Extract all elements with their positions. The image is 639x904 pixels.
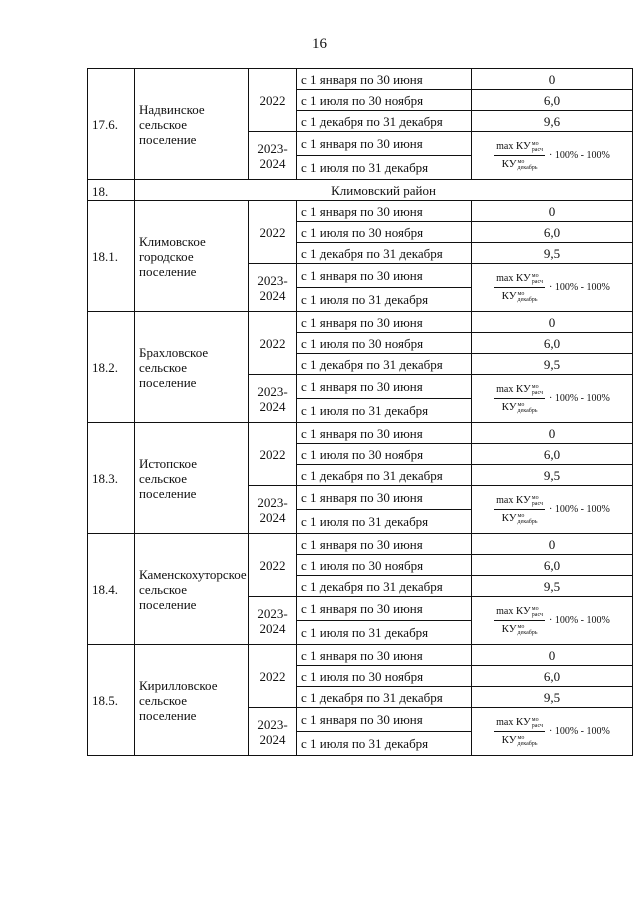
table-row <box>88 534 633 555</box>
row-number: 18.5. <box>88 645 135 756</box>
formula-numerator <box>494 139 545 156</box>
formula-indices <box>532 717 543 729</box>
formula-sub: расч <box>531 389 544 396</box>
formula-ku: КУ <box>515 383 531 395</box>
row-number: 18.4. <box>88 534 135 645</box>
period-cell: с 1 июля по 30 ноября <box>297 222 472 243</box>
formula-sub: расч <box>531 611 544 618</box>
formula-sup: мо <box>517 290 525 297</box>
year-cell: 2022 <box>249 69 297 132</box>
formula-cell <box>472 486 633 534</box>
period-cell: с 1 января по 30 июня <box>297 312 472 333</box>
formula-sub: расч <box>531 146 544 153</box>
formula-fraction <box>494 271 545 304</box>
formula-sup: мо <box>531 716 539 723</box>
period-cell: с 1 января по 30 июня <box>297 264 472 288</box>
period-cell: с 1 июля по 30 ноября <box>297 555 472 576</box>
year-cell: 2022 <box>249 312 297 375</box>
formula-numerator <box>494 271 545 288</box>
period-cell: с 1 января по 30 июня <box>297 132 472 156</box>
row-number: 18.1. <box>88 201 135 312</box>
formula-indices <box>518 735 538 747</box>
formula-fraction <box>494 493 545 526</box>
period-cell: с 1 июля по 30 ноября <box>297 333 472 354</box>
period-cell: с 1 июля по 30 ноября <box>297 90 472 111</box>
formula-sup: мо <box>517 512 525 519</box>
year-cell: 2022 <box>249 423 297 486</box>
year-cell: 2022 <box>249 534 297 597</box>
formula-fraction <box>494 604 545 637</box>
settlement-name: Каменскохуторское сельское поселение <box>135 534 249 645</box>
growth-formula <box>476 271 628 304</box>
year-cell: 2023-2024 <box>249 486 297 534</box>
settlement-name: Брахловское сельское поселение <box>135 312 249 423</box>
formula-fraction <box>494 139 545 172</box>
row-number: 18. <box>88 180 135 201</box>
formula-denominator <box>502 621 538 637</box>
formula-sub: расч <box>531 278 544 285</box>
settlement-name: Климовское городское поселение <box>135 201 249 312</box>
formula-ku: КУ <box>501 401 517 413</box>
formula-ku: КУ <box>501 734 517 746</box>
period-cell: с 1 декабря по 31 декабря <box>297 354 472 375</box>
formula-sub: декабрь <box>517 296 538 303</box>
table-row <box>88 312 633 333</box>
row-number: 18.3. <box>88 423 135 534</box>
formula-numerator <box>494 493 545 510</box>
formula-sub: декабрь <box>517 164 538 171</box>
period-cell: с 1 января по 30 июня <box>297 201 472 222</box>
growth-formula <box>476 382 628 415</box>
formula-tail: · 100% - 100% <box>549 282 610 293</box>
value-cell: 0 <box>472 312 633 333</box>
formula-sup: мо <box>531 140 539 147</box>
formula-max: max <box>496 717 514 728</box>
formula-sup: мо <box>517 401 525 408</box>
period-cell: с 1 декабря по 31 декабря <box>297 111 472 132</box>
period-cell: с 1 июля по 31 декабря <box>297 288 472 312</box>
value-cell: 0 <box>472 423 633 444</box>
value-cell: 0 <box>472 645 633 666</box>
growth-formula <box>476 604 628 637</box>
formula-tail: · 100% - 100% <box>549 726 610 737</box>
period-cell: с 1 декабря по 31 декабря <box>297 243 472 264</box>
year-cell: 2023-2024 <box>249 708 297 756</box>
page-number: 16 <box>312 36 327 52</box>
value-cell: 9,5 <box>472 576 633 597</box>
table-row <box>88 645 633 666</box>
value-cell: 0 <box>472 201 633 222</box>
district-name: Климовский район <box>135 180 633 201</box>
year-cell: 2023-2024 <box>249 132 297 180</box>
value-cell: 6,0 <box>472 222 633 243</box>
formula-indices <box>518 402 538 414</box>
formula-sup: мо <box>517 734 525 741</box>
period-cell: с 1 июля по 31 декабря <box>297 621 472 645</box>
formula-fraction <box>494 382 545 415</box>
formula-ku: КУ <box>515 494 531 506</box>
period-cell: с 1 января по 30 июня <box>297 597 472 621</box>
formula-numerator <box>494 715 545 732</box>
value-cell: 9,5 <box>472 687 633 708</box>
period-cell: с 1 июля по 30 ноября <box>297 444 472 465</box>
tariff-table <box>87 68 633 756</box>
table-row <box>88 423 633 444</box>
formula-tail: · 100% - 100% <box>549 615 610 626</box>
formula-cell <box>472 264 633 312</box>
formula-denominator <box>502 510 538 526</box>
formula-indices <box>518 159 538 171</box>
formula-sup: мо <box>531 272 539 279</box>
year-cell: 2023-2024 <box>249 264 297 312</box>
formula-sup: мо <box>517 623 525 630</box>
value-cell: 9,5 <box>472 243 633 264</box>
formula-sub: декабрь <box>517 518 538 525</box>
formula-cell <box>472 597 633 645</box>
growth-formula <box>476 493 628 526</box>
formula-sub: декабрь <box>517 740 538 747</box>
period-cell: с 1 июля по 31 декабря <box>297 156 472 180</box>
table-row <box>88 69 633 90</box>
formula-indices <box>532 273 543 285</box>
formula-sub: декабрь <box>517 407 538 414</box>
period-cell: с 1 декабря по 31 декабря <box>297 576 472 597</box>
value-cell: 9,6 <box>472 111 633 132</box>
period-cell: с 1 июля по 31 декабря <box>297 732 472 756</box>
value-cell: 6,0 <box>472 90 633 111</box>
formula-indices <box>532 384 543 396</box>
formula-max: max <box>496 606 514 617</box>
formula-sup: мо <box>531 494 539 501</box>
value-cell: 0 <box>472 534 633 555</box>
formula-tail: · 100% - 100% <box>549 393 610 404</box>
formula-sub: расч <box>531 500 544 507</box>
settlement-name: Надвинское сельское поселение <box>135 69 249 180</box>
formula-sub: расч <box>531 722 544 729</box>
formula-indices <box>518 291 538 303</box>
formula-denominator <box>502 732 538 748</box>
formula-ku: КУ <box>515 716 531 728</box>
growth-formula <box>476 715 628 748</box>
formula-tail: · 100% - 100% <box>549 504 610 515</box>
year-cell: 2022 <box>249 645 297 708</box>
value-cell: 0 <box>472 69 633 90</box>
period-cell: с 1 июля по 31 декабря <box>297 399 472 423</box>
row-number: 17.6. <box>88 69 135 180</box>
period-cell: с 1 января по 30 июня <box>297 423 472 444</box>
growth-formula <box>476 139 628 172</box>
period-cell: с 1 июля по 31 декабря <box>297 510 472 534</box>
value-cell: 9,5 <box>472 465 633 486</box>
formula-indices <box>532 495 543 507</box>
formula-ku: КУ <box>515 140 531 152</box>
formula-indices <box>532 606 543 618</box>
formula-sup: мо <box>517 158 525 165</box>
year-cell: 2022 <box>249 201 297 264</box>
formula-cell <box>472 708 633 756</box>
formula-indices <box>518 513 538 525</box>
formula-sub: декабрь <box>517 629 538 636</box>
formula-denominator <box>502 288 538 304</box>
value-cell: 6,0 <box>472 444 633 465</box>
formula-denominator <box>502 156 538 172</box>
formula-cell <box>472 375 633 423</box>
row-number: 18.2. <box>88 312 135 423</box>
value-cell: 6,0 <box>472 555 633 576</box>
formula-max: max <box>496 495 514 506</box>
period-cell: с 1 декабря по 31 декабря <box>297 687 472 708</box>
table-row <box>88 180 633 201</box>
settlement-name: Истопское сельское поселение <box>135 423 249 534</box>
period-cell: с 1 января по 30 июня <box>297 708 472 732</box>
year-cell: 2023-2024 <box>249 375 297 423</box>
formula-indices <box>532 141 543 153</box>
formula-ku: КУ <box>501 290 517 302</box>
formula-ku: КУ <box>515 272 531 284</box>
formula-ku: КУ <box>501 623 517 635</box>
period-cell: с 1 января по 30 июня <box>297 534 472 555</box>
formula-cell <box>472 132 633 180</box>
value-cell: 9,5 <box>472 354 633 375</box>
formula-sup: мо <box>531 605 539 612</box>
period-cell: с 1 января по 30 июня <box>297 645 472 666</box>
settlement-name: Кирилловское сельское поселение <box>135 645 249 756</box>
period-cell: с 1 июля по 30 ноября <box>297 666 472 687</box>
formula-indices <box>518 624 538 636</box>
period-cell: с 1 января по 30 июня <box>297 486 472 510</box>
table-row <box>88 201 633 222</box>
period-cell: с 1 января по 30 июня <box>297 69 472 90</box>
formula-tail: · 100% - 100% <box>549 150 610 161</box>
formula-max: max <box>496 384 514 395</box>
formula-denominator <box>502 399 538 415</box>
formula-fraction <box>494 715 545 748</box>
formula-numerator <box>494 382 545 399</box>
formula-ku: КУ <box>515 605 531 617</box>
formula-max: max <box>496 141 514 152</box>
value-cell: 6,0 <box>472 333 633 354</box>
value-cell: 6,0 <box>472 666 633 687</box>
formula-sup: мо <box>531 383 539 390</box>
formula-ku: КУ <box>501 512 517 524</box>
formula-numerator <box>494 604 545 621</box>
period-cell: с 1 декабря по 31 декабря <box>297 465 472 486</box>
formula-max: max <box>496 273 514 284</box>
formula-ku: КУ <box>501 158 517 170</box>
year-cell: 2023-2024 <box>249 597 297 645</box>
period-cell: с 1 января по 30 июня <box>297 375 472 399</box>
